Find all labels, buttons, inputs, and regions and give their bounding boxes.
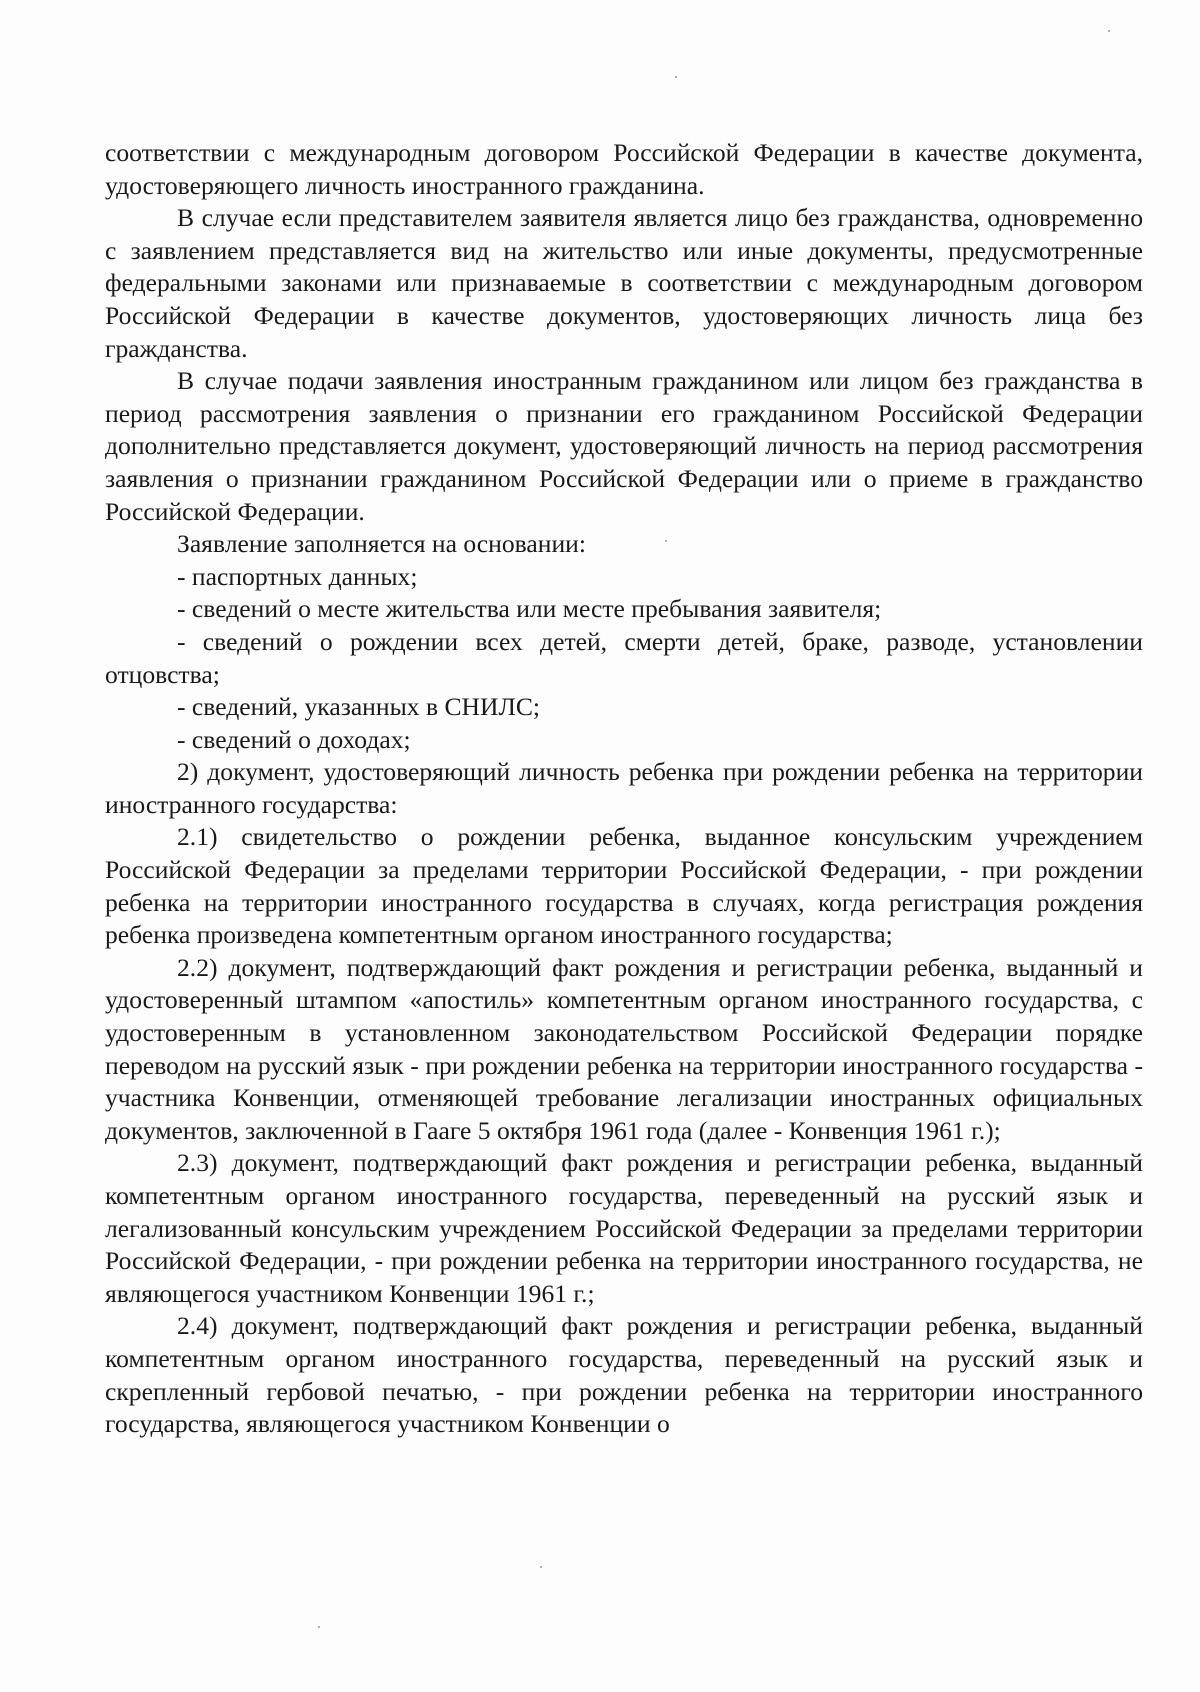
scan-speck xyxy=(318,1626,320,1628)
paragraph-item-2-4: 2.4) документ, подтверждающий факт рождения и регистрации ребенка, выданный компетентным органом иностранного государства, переведенный на русский язык и скрепленный гербовой печатью, - при рождении ребенка на территории иностранного государства, являющегося участником Конвенции о xyxy=(105,1311,1143,1439)
paragraph-item-2-3: 2.3) документ, подтверждающий факт рождения и регистрации ребенка, выданный компетентным органом иностранного государства, переведенный на русский язык и легализованный консульским учреждением Российской Федерации за пределами территории Российской Федерации, - при рождении ребенка на территории иностранного государства, не являющегося участником Конвенции 1961 г.; xyxy=(105,1148,1143,1308)
paragraph-item-2-1: 2.1) свидетельство о рождении ребенка, выданное консульским учреждением Российской Федерации за пределами территории Российской Федерации, - при рождении ребенка на территории иностранного государства в случаях, когда регистрация рождения ребенка произведена компетентным органом иностранного государства; xyxy=(105,822,1143,950)
paragraph-3: В случае подачи заявления иностранным гражданином или лицом без гражданства в период рассмотрения заявления о признании его гражданином Российской Федерации дополнительно представляется документ, удостоверяющий личность на период рассмотрения заявления о признании гражданином Российской Федерации или о приеме в гражданство Российской Федерации. xyxy=(105,366,1143,526)
paragraph-2: В случае если представителем заявителя является лицо без гражданства, одновременно с заявлением представляется вид на жительство или иные документы, предусмотренные федеральными законами или признаваемые в соответствии с международным договором Российской Федерации в качестве документов, удостоверяющих личность лица без гражданства. xyxy=(105,203,1143,363)
paragraph-item-2-2: 2.2) документ, подтверждающий факт рождения и регистрации ребенка, выданный и удостоверенный штампом «апостиль» компетентным органом иностранного государства, с удостоверенным в установленном законодательством Российской Федерации порядке переводом на русский язык - при рождении ребенка на территории иностранного государства - участника Конвенции, отменяющей требование легализации иностранных официальных документов, заключенной в Гааге 5 октября 1961 года (далее - Конвенция 1961 г.); xyxy=(105,952,1143,1145)
list-item-residence: - сведений о месте жительства или месте пребывания заявителя; xyxy=(177,594,882,624)
list-item-civil-status: - сведений о рождении всех детей, смерти детей, браке, разводе, установлении отцовства; xyxy=(105,626,1143,689)
list-item-passport: - паспортных данных; xyxy=(177,561,418,591)
paragraph-1: соответствии с международным договором Российской Федерации в качестве документа, удостоверяющего личность иностранного гражданина. xyxy=(105,138,1143,200)
scan-speck xyxy=(675,76,677,78)
scan-speck xyxy=(540,1566,542,1568)
list-item-snils: - сведений, указанных в СНИЛС; xyxy=(177,692,541,722)
paragraph-item-2: 2) документ, удостоверяющий личность ребенка при рождении ребенка на территории иностранного государства: xyxy=(105,757,1143,819)
document-body xyxy=(105,137,1143,1441)
scan-speck xyxy=(665,540,667,542)
list-item-income: - сведений о доходах; xyxy=(177,724,411,754)
paragraph-4: Заявление заполняется на основании: xyxy=(177,529,586,559)
scan-speck xyxy=(1108,30,1110,32)
